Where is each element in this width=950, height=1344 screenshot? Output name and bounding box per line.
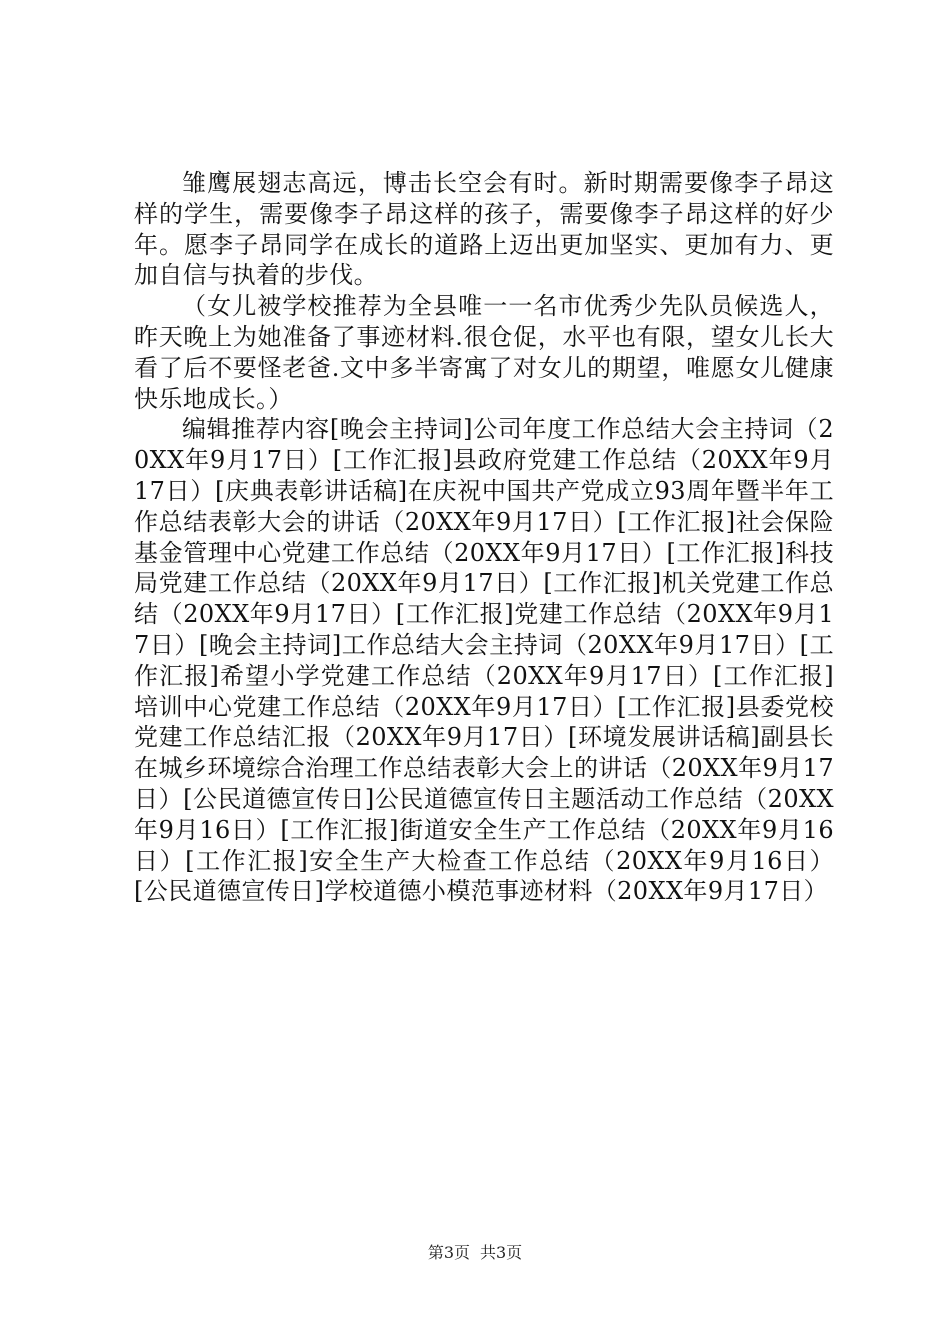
page-footer: [0, 1243, 950, 1263]
paragraph-closing-wishes: 雏鹰展翅志高远，博击长空会有时。新时期需要像李子昂这样的学生，需要像李子昂这样的孩子，需要像李子昂这样的好少年。愿李子昂同学在成长的道路上迈出更加坚实、更加有力、更加自信与执着的步伐。: [134, 169, 834, 290]
page-number-total: 共3页: [480, 1243, 523, 1262]
document-body: [134, 168, 834, 907]
paragraph-author-note: （女儿被学校推荐为全县唯一一名市优秀少先队员候选人，昨天晚上为她准备了事迹材料.很仓促，水平也有限，望女儿长大看了后不要怪老爸.文中多半寄寓了对女儿的期望，唯愿女儿健康快乐地成长。）: [134, 292, 834, 413]
paragraph-recommended-content: 编辑推荐内容[晚会主持词]公司年度工作总结大会主持词（20XX年9月17日）[工作汇报]县政府党建工作总结（20XX年9月17日）[庆典表彰讲话稿]在庆祝中国共产党成立93周年暨半年工作总结表彰大会的讲话（20XX年9月17日）[工作汇报]社会保险基金管理中心党建工作总结（20XX年9月17日）[工作汇报]科技局党建工作总结（20XX年9月17日）[工作汇报]机关党建工作总结（20XX年9月17日）[工作汇报]党建工作总结（20XX年9月17日）[晚会主持词]工作总结大会主持词（20XX年9月17日）[工作汇报]希望小学党建工作总结（20XX年9月17日）[工作汇报]培训中心党建工作总结（20XX年9月17日）[工作汇报]县委党校党建工作总结汇报（20XX年9月17日）[环境发展讲话稿]副县长在城乡环境综合治理工作总结表彰大会上的讲话（20XX年9月17日）[公民道德宣传日]公民道德宣传日主题活动工作总结（20XX年9月16日）[工作汇报]街道安全生产工作总结（20XX年9月16日）[工作汇报]安全生产大检查工作总结（20XX年9月16日）[公民道德宣传日]学校道德小模范事迹材料（20XX年9月17日）: [134, 415, 834, 906]
page-number-current: 第3页: [427, 1243, 470, 1262]
